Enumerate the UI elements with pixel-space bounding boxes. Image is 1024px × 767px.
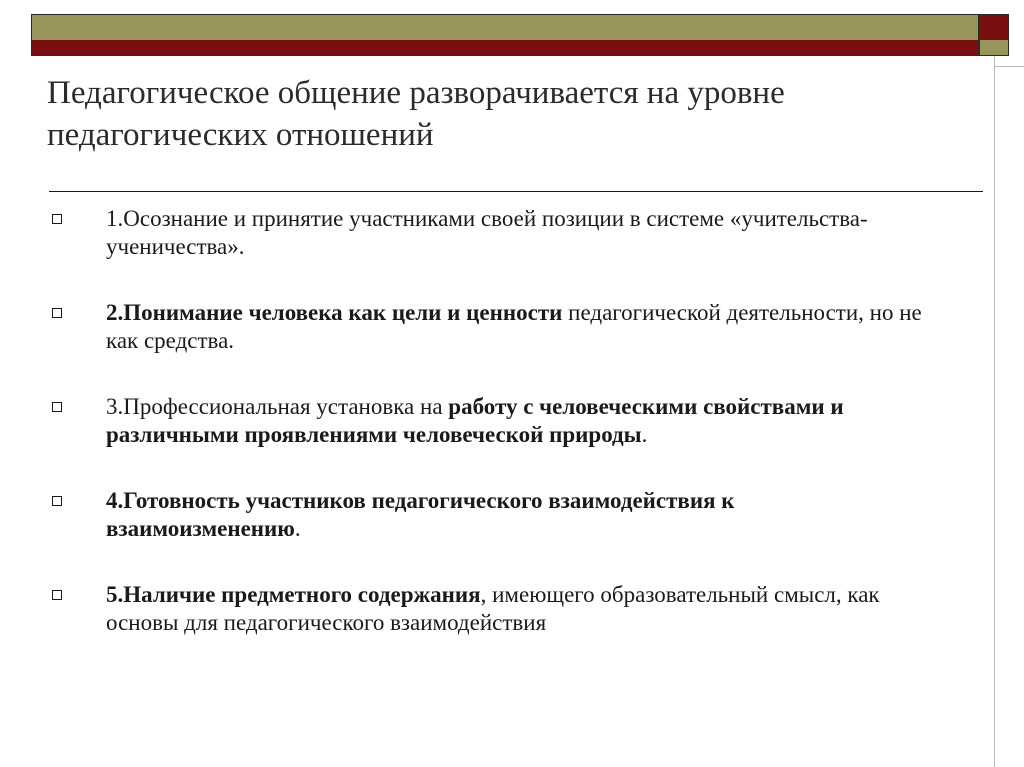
- bullet-text: [106, 488, 735, 541]
- bullet-item: [52, 581, 932, 637]
- bullet-text: [106, 206, 868, 259]
- bullet-item: [52, 205, 932, 261]
- hollow-square-icon: [52, 590, 62, 600]
- bullet-text: [106, 394, 844, 447]
- bullet-text-part-bold: 2.Понимание человека как цели и ценности: [106, 300, 563, 325]
- slide-title: Педагогическое общение разворачивается на уровне педагогических отношений: [47, 75, 785, 153]
- bullet-item: [52, 299, 932, 355]
- bullet-text-part-bold: работу с человеческими свойствами и различными проявлениями человеческой природы: [106, 394, 844, 447]
- bullet-text-part: 1.Осознание и принятие участниками своей позиции в системе «учительства-ученичества».: [106, 206, 868, 259]
- decorative-vertical-line: [994, 56, 995, 767]
- bullet-text-part: педагогической деятельности, но не как средства.: [106, 300, 922, 353]
- title-underline: [49, 191, 983, 192]
- bullet-list: [52, 205, 932, 637]
- header-band-red: [31, 40, 979, 56]
- decorative-horizontal-line: [994, 66, 1024, 67]
- hollow-square-icon: [52, 402, 62, 412]
- bullet-text-part: .: [294, 516, 301, 541]
- hollow-square-icon: [52, 496, 62, 506]
- hollow-square-icon: [52, 308, 62, 318]
- bullet-item: [52, 487, 932, 543]
- header-band-olive: [31, 14, 979, 41]
- hollow-square-icon: [52, 214, 62, 224]
- bullet-text-part: .: [641, 422, 648, 447]
- bullet-text-part: 3.Профессиональная установка на: [106, 394, 449, 419]
- bullet-text: [106, 582, 880, 635]
- bullet-text: [106, 300, 922, 353]
- corner-square-red: [979, 14, 1009, 41]
- corner-square-olive: [979, 40, 1009, 56]
- bullet-item: [52, 393, 932, 449]
- bullet-text-part-bold: 4.Готовность участников педагогического взаимодействия к взаимоизменению: [106, 488, 735, 541]
- bullet-text-part: , имеющего образовательный смысл, как основы для педагогического взаимодействия: [106, 582, 880, 635]
- bullet-text-part-bold: 5.Наличие предметного содержания: [106, 582, 481, 607]
